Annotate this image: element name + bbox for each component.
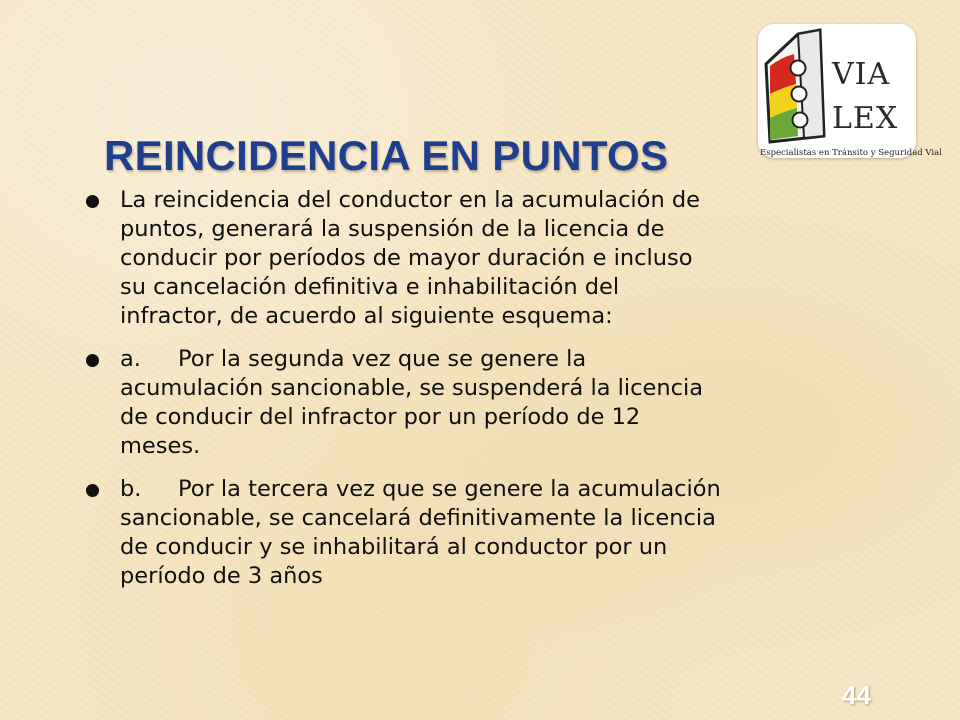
bullet-item-intro <box>84 186 724 331</box>
bullet-item-b <box>84 475 724 591</box>
page-number: 44 <box>842 680 871 710</box>
bullet-dot-icon <box>86 195 99 208</box>
bullet-text: Por la tercera vez que se genere la acumulación sancionable, se cancelará definitivamente la licencia de conducir y se inhabilitará al conductor por un período de 3 años <box>120 476 721 589</box>
vialex-logo <box>758 24 942 158</box>
traffic-light-icon <box>758 24 942 158</box>
bullet-letter: b. <box>120 476 142 502</box>
bullet-list <box>84 186 724 605</box>
logo-wordmark-bottom: LEX <box>832 101 899 136</box>
bullet-text: Por la segunda vez que se genere la acumulación sancionable, se suspenderá la licencia de conducir del infractor por un período de 12 meses. <box>120 346 704 459</box>
logo-wordmark-top: VIA <box>832 57 891 92</box>
bullet-text: La reincidencia del conductor en la acumulación de puntos, generará la suspensión de la licencia de conducir por períodos de mayor duración e incluso su cancelación definitiva e inhabilitación del infractor, de acuerdo al siguiente esquema: <box>120 187 700 329</box>
bullet-letter: a. <box>120 346 141 372</box>
logo-tagline: Especialistas en Tránsito y Seguridad Vial <box>760 148 942 158</box>
bullet-item-a <box>84 345 724 461</box>
bullet-dot-icon <box>86 484 99 497</box>
slide-title: REINCIDENCIA EN PUNTOS <box>104 132 669 179</box>
bullet-dot-icon <box>86 354 99 367</box>
